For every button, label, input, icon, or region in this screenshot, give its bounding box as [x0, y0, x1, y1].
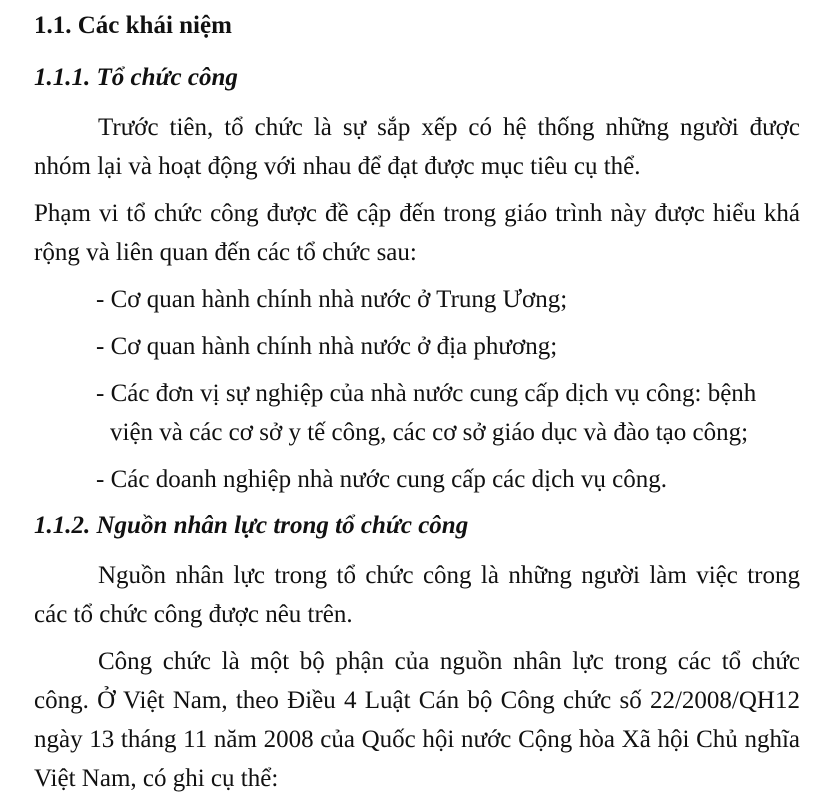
list-item-text: - Các đơn vị sự nghiệp của nhà nước cung cấp dịch vụ công: bệnh	[96, 380, 757, 407]
paragraph-civil-servants: Công chức là một bộ phận của nguồn nhân lực trong các tổ chức công. Ở Việt Nam, theo Điều 4 Luật Cán bộ Công chức số 22/2008/QH12 ngày 13 tháng 11 năm 2008 của Quốc hội nước Cộng hòa Xã hội Chủ nghĩa Việt Nam, có ghi cụ thể:	[34, 648, 800, 792]
list-item	[96, 327, 802, 366]
list-item	[96, 374, 802, 452]
list-item-text: - Cơ quan hành chính nhà nước ở địa phương;	[96, 333, 558, 360]
list-item	[96, 280, 802, 319]
list-item-text-continued: viện và các cơ sở y tế công, các cơ sở giáo dục và đào tạo công;	[110, 419, 749, 446]
list-item-text: - Các doanh nghiệp nhà nước cung cấp các dịch vụ công.	[96, 466, 668, 493]
paragraph-scope: Phạm vi tổ chức công được đề cập đến trong giáo trình này được hiểu khá rộng và liên quan đến các tổ chức sau:	[34, 200, 800, 266]
section-heading: 1.1. Các khái niệm	[34, 12, 232, 39]
subsection-heading-2: 1.1.2. Nguồn nhân lực trong tổ chức công	[34, 512, 469, 539]
list-item	[96, 460, 802, 499]
list-item-text: - Cơ quan hành chính nhà nước ở Trung Ương;	[96, 286, 568, 313]
paragraph-definition: Trước tiên, tổ chức là sự sắp xếp có hệ thống những người được nhóm lại và hoạt động với nhau để đạt được mục tiêu cụ thể.	[34, 114, 800, 180]
paragraph-human-resources: Nguồn nhân lực trong tổ chức công là những người làm việc trong các tổ chức công được nêu trên.	[34, 562, 800, 628]
subsection-heading-1: 1.1.1. Tổ chức công	[34, 64, 238, 91]
